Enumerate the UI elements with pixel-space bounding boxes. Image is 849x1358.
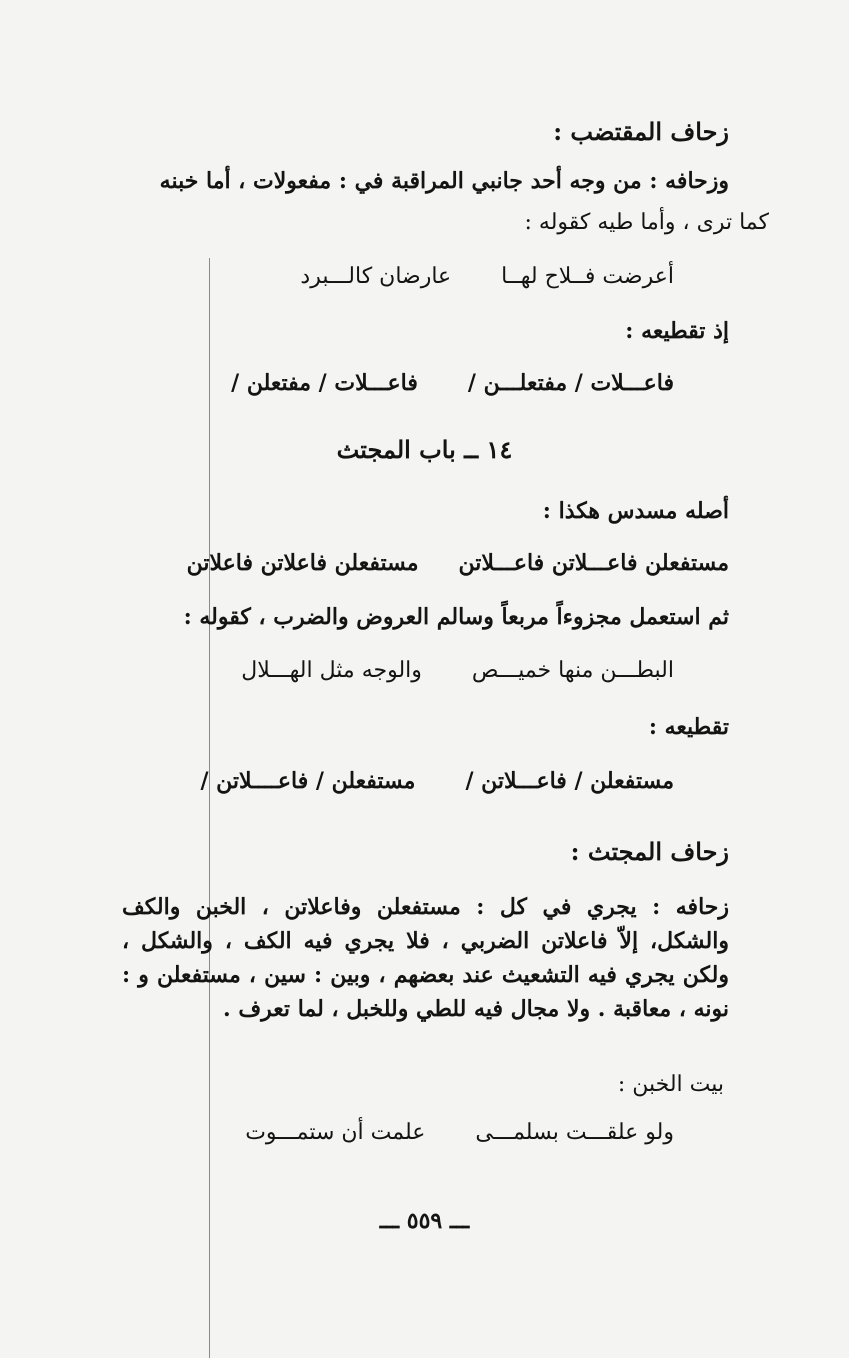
verse-line [300, 264, 674, 290]
verse-hemistich: أعرضت فــلاح لهــا [501, 264, 674, 289]
meter-hemistich: مستفعلن فاعلاتن فاعلاتن [186, 550, 419, 576]
scansion-hemistich: مستفعلن / فاعــــلاتن / [200, 768, 416, 794]
paragraph-line: كما ترى ، وأما طيه كقوله : [524, 210, 769, 235]
verse-hemistich: البطـــن منها خميـــص [471, 658, 674, 683]
verse-line [241, 658, 674, 684]
meter-hemistich: مستفعلن فاعـــلاتن فاعـــلاتن [458, 550, 729, 576]
paragraph-line: وزحافه : من وجه أحد جانبي المراقبة في : مفعولات ، أما خبنه [159, 168, 729, 194]
verse-hemistich: علمت أن ستمـــوت [245, 1120, 426, 1145]
section-heading-muqtadab: زحاف المقتضب : [553, 117, 729, 146]
scansion-intro: إذ تقطيعه : [625, 318, 729, 344]
verse-hemistich: عارضان كالـــبرد [300, 264, 452, 289]
khabn-label: بيت الخبن : [617, 1072, 724, 1097]
chapter-title: ١٤ ــ باب المجتث [336, 435, 513, 464]
base-meter-intro: أصله مسدس هكذا : [542, 498, 729, 524]
scansion-hemistich: فاعـــلات / مفتعلـــن / [467, 370, 674, 396]
scansion-hemistich: فاعـــلات / مفتعلن / [231, 370, 418, 396]
scansion-intro: تقطيعه : [648, 714, 729, 740]
scansion-line [200, 768, 674, 794]
usage-intro: ثم استعمل مجزوءاً مربعاً وسالم العروض والضرب ، كقوله : [183, 604, 729, 630]
verse-hemistich: ولو علقـــت بسلمـــى [475, 1120, 674, 1145]
verse-line [245, 1120, 674, 1146]
base-meter-line [187, 550, 729, 576]
verse-hemistich: والوجه مثل الهـــلال [241, 658, 422, 683]
scansion-hemistich: مستفعلن / فاعـــلاتن / [465, 768, 674, 794]
margin-rule [209, 258, 210, 1358]
section-heading-mujtath: زحاف المجتث : [570, 837, 729, 866]
mujtath-paragraph: زحافه : يجري في كل : مستفعلن وفاعلاتن ، الخبن والكف والشكل، إلاّ فاعلاتن الضربي ، فلا يجري فيه الكف ، والشكل ، ولكن يجري فيه التشعيث عند بعضهم ، وبين : سين ، مستفعلن و : نونه ، معاقبة . ولا مجال فيه للطي وللخبل ، لما تعرف . [122, 894, 729, 1023]
scansion-line [231, 370, 674, 396]
page-number: ـــ ٥٥٩ ـــ [379, 1208, 470, 1234]
